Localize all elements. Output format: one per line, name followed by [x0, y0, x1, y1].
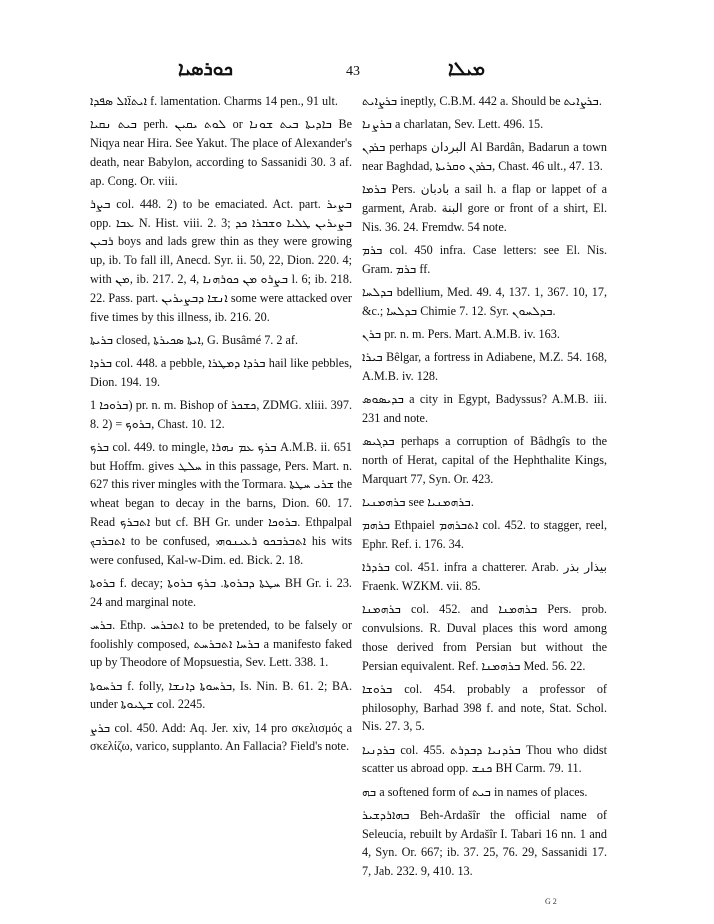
dictionary-entry: ܒܪܕܐ col. 448. a pebble, ܒܪܕܐ ܕܡܛܪܐ hail like pebbles, Dion. 194. 19. [90, 355, 353, 389]
dictionary-entry: ܒܪܨܢܐ a charlatan, Sev. Lett. 496. 15. [362, 117, 544, 132]
dictionary-entry: ܒܕܝܣܘܣ a city in Egypt, Badyssus? A.M.B. iii. 231 and note. [362, 392, 607, 426]
dictionary-entry: ܒܪܢ pr. n. m. Pers. Mart. A.M.B. iv. 163. [362, 327, 560, 342]
page-number: 43 [346, 64, 360, 79]
dictionary-entry: ܒܪܚ. Ethp. ܐܬܒܪܚ to be pretended, to be falsely or foolishly composed, ܒܪܚܐ ܐܬܒܪܚܬ a manifesto faked up by Theodore of Mopsuestia, Sev. Lett. 338. 1. [90, 617, 352, 670]
dictionary-entry: ܒܗܐܪܕܫܝܪ Beh-Ardašîr the official name of Seleucia, rebuilt by Ardašîr I. Tabari 16 nn. 1 and 4, Syn. Or. 667; ib. 37. 25, 76. 29, Sassanidi 17. 7, Jab. 232. 9, 410. 13. [362, 807, 607, 879]
dictionary-entry: ܒܪܕܢܝܐ col. 455. ܒܪܕܢܝܐ ܕܒܕܪܬ Thou who didst scatter us abroad opp. ܟܢܫ BH Carm. 79. 11. [362, 742, 608, 776]
dictionary-entry: ܒܪܟ col. 449. to mingle, ܒܪܟ ܥܡ ܢܗܪܐ A.M.B. ii. 651 but Hoffm. gives ܚܠܛ in this passage, Pers. Mart. n. 627 this river mingles with the Tormara. ܫܪܝ ܚܛܬܐ the wheat began to decay in the barns, Dion. 60. 17. Read ܐܬܒܪܟ but cf. BH Gr. under ܒܪܘܟܐ. Ethpalpal ܐܬܒܪܒܟ to be confused, ܐܬܒܪܒܟܘ ܪܥܝܢܘܗܝ his wits were confused, Kal-w-Dim. ed. Bick. 2. 18. [90, 439, 353, 567]
running-header [0, 58, 714, 84]
dictionary-entry: ܒܪܗܡܢܝܐ see ܒܪܗܡܢܝܐ. [362, 495, 474, 510]
dictionary-entry: ܒܪܕܢ perhaps البردان Al Bardân, Badarun a town near Baghdad, ܒܪܕܢ ܘܩܪܝܬܐ, Chast. 46 ult., 47. 13. [362, 140, 607, 174]
dictionary-entry: ܒܪܗܡܢܐ col. 452. and ܒܪܗܡܢܐ Pers. prob. convulsions. R. Duval places this word among those derived from Persian but without the Persian equivalent. Ref. ܒܪܗܡܢܐ Med. 56. 22. [362, 602, 607, 673]
dictionary-entry: ܒܪܘܟܐ 1) pr. n. m. Bishop of ܟܫܟܪ, ZDMG. xliii. 397. 8. 2) = ܒܪܘܟ, Chast. 10. 12. [90, 397, 352, 431]
dictionary-entry: ܒܪܘܬܐ f. decay; ܚܛܬܐ ܕܒܪܘܬܐ. ܒܪܟ ܒܪܘܬܐ BH Gr. i. 23. 24 and marginal note. [90, 575, 352, 609]
dictionary-entry: ܒܪܕܪܐ col. 451. infra a chatterer. Arab. بيذار بذر Fraenk. WZKM. vii. 85. [362, 560, 607, 594]
right-column [362, 92, 607, 885]
dictionary-entry: ܒܗ a softened form of ܒܝܬ in names of places. [362, 784, 588, 799]
dictionary-entry: ܒܪܨܐܝܬ ineptly, C.B.M. 442 a. Should be ܒܪܨܐܝܬ. [362, 94, 602, 108]
dictionary-entry: ܒܪܝܬܐ closed, ܐܝܬܐ ܣܟܝܪܬܐ, G. Busâmé 7. 2 af. [90, 332, 299, 347]
header-right-title: ܡܝܠܐ [448, 58, 485, 80]
dictionary-entry: ܐܝܬܐ̈ܐܠ ܣܦܕܐ f. lamentation. Charms 14 pen., 91 ult. [90, 94, 338, 108]
dictionary-entry: ܒܪܗܡ Ethpaiel ܐܬܒܪܗܡ col. 452. to stagger, reel, Ephr. Ref. i. 176. 34. [362, 518, 608, 552]
dictionary-entry: ܒܨܪ col. 448. 2) to be emaciated. Act. part. ܒܨܝܪ opp. ܥܒܐ N. Hist. viii. 2. 3; ܒܨܝܪܝܢ ܛܠܝܐ ܘܫܒܪܐ ܟܕ ܪܒܝܢ boys and lads grew thin as they were growing up, ib. To fall ill, Anecd. Syr. ii. 50, 22, Dion. 220. 4; with ܡܢ, ib. 217. 2, 4, ܒܨܪܘ ܡܢ ܟܘܪܗܢܐ l. 6; ib. 218. 22. Pass. part. ܐܢܫܐ ܕܒܨܝܪܝܢ some were attacked over five times by this illness, ib. 216. 20. [90, 196, 353, 324]
dictionary-entry: ܒܪܡ col. 450 infra. Case letters: see El. Nis. Gram. ܒܪܡ ff. [362, 243, 607, 276]
dictionary-entry: ܒܝܬ ܢܩܝܐ perh. ܠܘܬ ܝܩܝܢ or ܒܐܕܝܬܐ ܒܝܬ ܫܘܢܐ Be Niqya near Hira. See Yakut. The place of Alexander's death, near Babylon, according to Sassanidi 30. 3 af. ap. Cong. Or. viii. [90, 117, 352, 188]
header-left-title: ܟܘܪܣܝܐ [178, 58, 233, 80]
left-column [90, 92, 352, 761]
dictionary-entry: ܒܕܠܚܐ bdellium, Med. 49. 4, 137. 1, 367. 10, 17, &c.; ܒܕܠܚܐ Chimie 7. 12. Syr. ܒܕܠܚܘܢ. [362, 285, 607, 318]
dictionary-entry: ܒܪܘܫܐ col. 454. probably a professor of philosophy, Barhad 398 f. and note, Stat. Schol. Nis. 27. 3, 5. [362, 681, 607, 734]
dictionary-entry: ܒܕܓܝܣ perhaps a corruption of Bâdhgîs to the north of Herat, capital of the Hephthalite Kings, Marquart 77, Syn. Or. 423. [362, 434, 607, 486]
dictionary-entry: ܒܪܚܘܬܐ f. folly, ܒܪܚܘܬܐ ܕܐܢܫܐ, Is. Nin. B. 61. 2; BA. under ܫܛܝܘܬܐ col. 2245. [90, 678, 352, 712]
dictionary-entry: ܒܪܨ col. 450. Add: Aq. Jer. xiv, 14 pro σκελισμός a σκελίζω, varico, supplanto. An Fallacia? Field's note. [90, 720, 352, 754]
signature-mark: G 2 [545, 897, 557, 906]
dictionary-entry: ܒܪܡܐ Pers. بادبان a sail h. a flap or lappet of a garment, Arab. البنة gore or front of a shirt, El. Nis. 36. 24. Fremdw. 54 note. [362, 182, 608, 234]
dictionary-entry: ܒܝܪܐ Bêlgar, a fortress in Adiabene, M.Z. 54. 168, A.M.B. iv. 128. [362, 350, 607, 384]
